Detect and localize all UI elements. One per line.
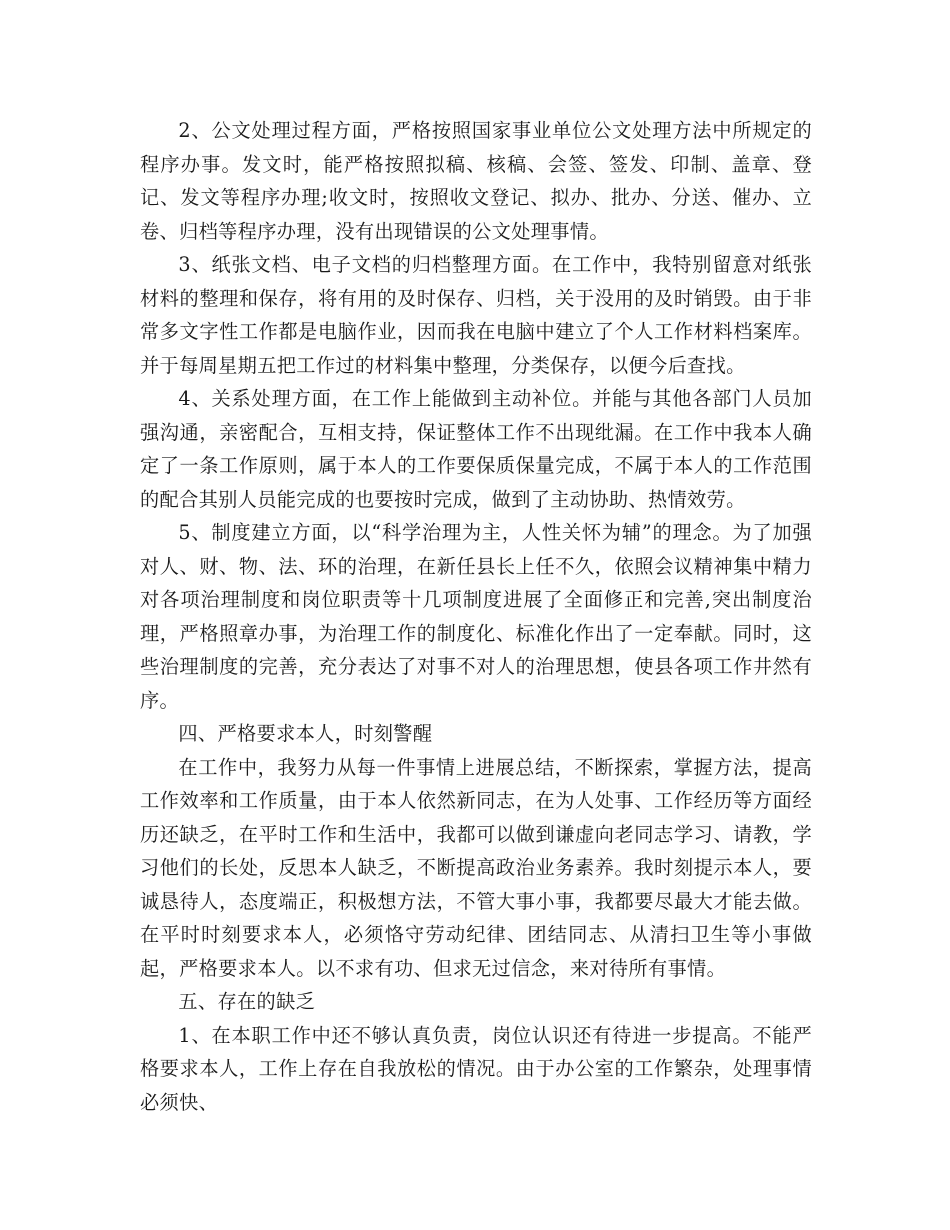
paragraph-system-building: 5、制度建立方面，以“科学治理为主，人性关怀为辅”的理念。为了加强对人、财、物、法、环的治理，在新任县长上任不久，依照会议精神集中精力对各项治理制度和岗位职责等十几项制度进展了全面修正和完善,突出制度治理，严格照章办事，为治理工作的制度化、标准化作出了一定奉献。同时，这些治理制度的完善，充分表达了对事不对人的治理思想，使县各项工作井然有序。	[140, 521, 812, 712]
paragraph-shortcoming-1: 1、在本职工作中还不够认真负责，岗位认识还有待进一步提高。不能严格要求本人，工作上存在自我放松的情况。由于办公室的工作繁杂，处理事情必须快、	[140, 1023, 812, 1114]
document-body	[140, 114, 812, 1119]
section-heading-shortcomings: 五、存在的缺乏	[178, 990, 316, 1013]
paragraph-self-improvement: 在工作中，我努力从每一件事情上进展总结，不断探索，掌握方法，提高工作效率和工作质量，由于本人依然新同志，在为人处事、工作经历等方面经历还缺乏，在平时工作和生活中，我都可以做到谦虚向老同志学习、请教，学习他们的长处，反思本人缺乏，不断提高政治业务素养。我时刻提示本人，要诚恳待人，态度端正，积极想方法，不管大事小事，我都要尽最大才能去做。在平时时刻要求本人，必须恪守劳动纪律、团结同志、从清扫卫生等小事做起，严格要求本人。以不求有功、但求无过信念，来对待所有事情。	[140, 755, 812, 980]
paragraph-document-processing: 2、公文处理过程方面，严格按照国家事业单位公文处理方法中所规定的程序办事。发文时，能严格按照拟稿、核稿、会签、签发、印制、盖章、登记、发文等程序办理;收文时，按照收文登记、拟办、批办、分送、催办、立卷、归档等程序办理，没有出现错误的公文处理事情。	[140, 119, 812, 243]
paragraph-archive-management: 3、纸张文档、电子文档的归档整理方面。在工作中，我特别留意对纸张材料的整理和保存，将有用的及时保存、归档，关于没用的及时销毁。由于非常多文字性工作都是电脑作业，因而我在电脑中建立了个人工作材料档案库。并于每周星期五把工作过的材料集中整理，分类保存，以便今后查找。	[140, 253, 812, 377]
paragraph-relationship-handling: 4、关系处理方面，在工作上能做到主动补位。并能与其他各部门人员加强沟通，亲密配合，互相支持，保证整体工作不出现纰漏。在工作中我本人确定了一条工作原则，属于本人的工作要保质保量完成，不属于本人的工作范围的配合其别人员能完成的也要按时完成，做到了主动协助、热情效劳。	[140, 387, 812, 511]
section-heading-strict-requirements: 四、严格要求本人，时刻警醒	[178, 722, 433, 745]
